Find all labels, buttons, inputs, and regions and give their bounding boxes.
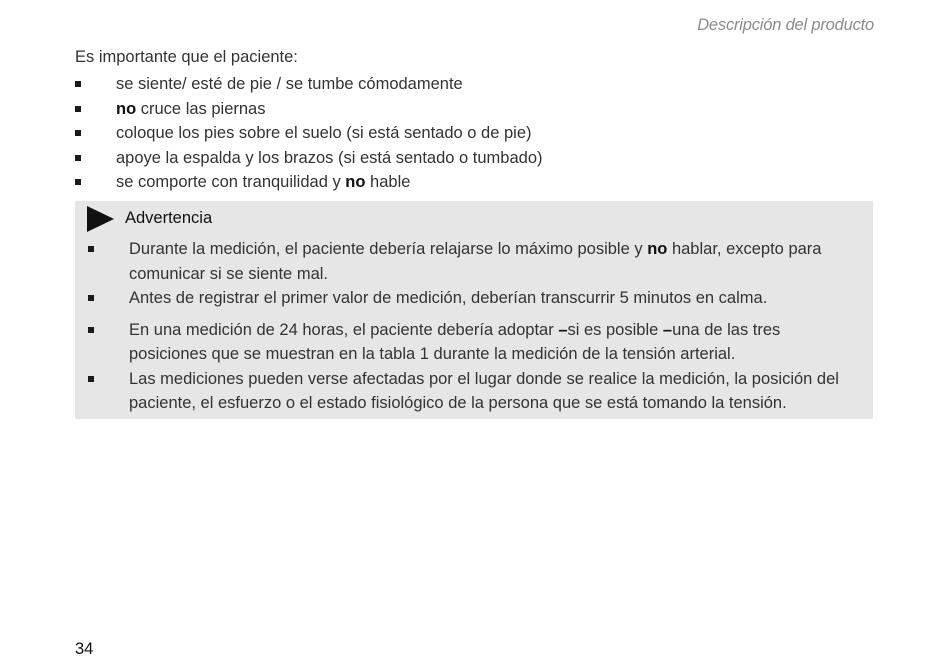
patient-instructions-list xyxy=(75,72,543,195)
warning-item-text: Antes de registrar el primer valor de medición, deberían transcurrir 5 minutos en calma. xyxy=(129,289,768,307)
warning-box xyxy=(75,201,873,419)
square-bullet-icon xyxy=(75,155,81,161)
list-item-text: apoye la espalda y los brazos (si está sentado o tumbado) xyxy=(116,148,543,167)
square-bullet-icon xyxy=(75,179,81,185)
list-item xyxy=(75,286,873,311)
square-bullet-icon xyxy=(75,81,81,87)
warning-item-text: una de las tres posiciones que se muestran en la tabla 1 durante la medición de la tensión arterial. xyxy=(129,320,781,363)
square-bullet-icon xyxy=(88,246,94,252)
square-bullet-icon xyxy=(88,295,94,301)
list-item xyxy=(75,121,543,146)
warning-list xyxy=(75,237,873,416)
list-item-text: cruce las piernas xyxy=(136,99,266,118)
list-item xyxy=(75,97,543,122)
list-item-text: hable xyxy=(365,173,411,191)
list-item xyxy=(75,318,873,367)
page-number: 34 xyxy=(75,640,94,658)
list-item xyxy=(75,146,543,171)
list-item-text: coloque los pies sobre el suelo (si está sentado o de pie) xyxy=(116,124,532,142)
list-item xyxy=(75,367,873,416)
list-item xyxy=(75,237,873,286)
warning-item-text: si es posible xyxy=(567,320,663,339)
emphasis-no: no xyxy=(345,173,366,191)
list-item xyxy=(75,170,543,195)
warning-item-text: Las mediciones pueden verse afectadas por el lugar donde se realice la medición, la posición del paciente, el esfuerzo o el estado fisiológico de la persona que se está tomando la tensión. xyxy=(129,369,839,412)
square-bullet-icon xyxy=(75,130,81,136)
intro-text: Es importante que el paciente: xyxy=(75,48,298,66)
emphasis-no: no xyxy=(647,240,668,258)
warning-item-text: En una medición de 24 horas, el paciente debería adoptar xyxy=(129,320,559,339)
warning-item-text: hablar, excepto para comunicar si se siente mal. xyxy=(129,240,822,283)
list-item xyxy=(75,72,543,97)
square-bullet-icon xyxy=(88,327,94,333)
list-item-text: se comporte con tranquilidad y xyxy=(116,173,346,191)
warning-item-text: Durante la medición, el paciente debería relajarse lo máximo posible y xyxy=(129,240,648,258)
dash-mark: – xyxy=(662,320,673,339)
list-item-text: se siente/ esté de pie / se tumbe cómodamente xyxy=(116,75,463,93)
dash-mark: – xyxy=(558,320,568,339)
running-header: Descripción del producto xyxy=(697,16,874,34)
square-bullet-icon xyxy=(75,106,81,112)
emphasis-no: no xyxy=(116,99,137,118)
warning-title: Advertencia xyxy=(125,209,213,227)
play-arrow-icon xyxy=(87,206,114,232)
square-bullet-icon xyxy=(88,376,94,382)
